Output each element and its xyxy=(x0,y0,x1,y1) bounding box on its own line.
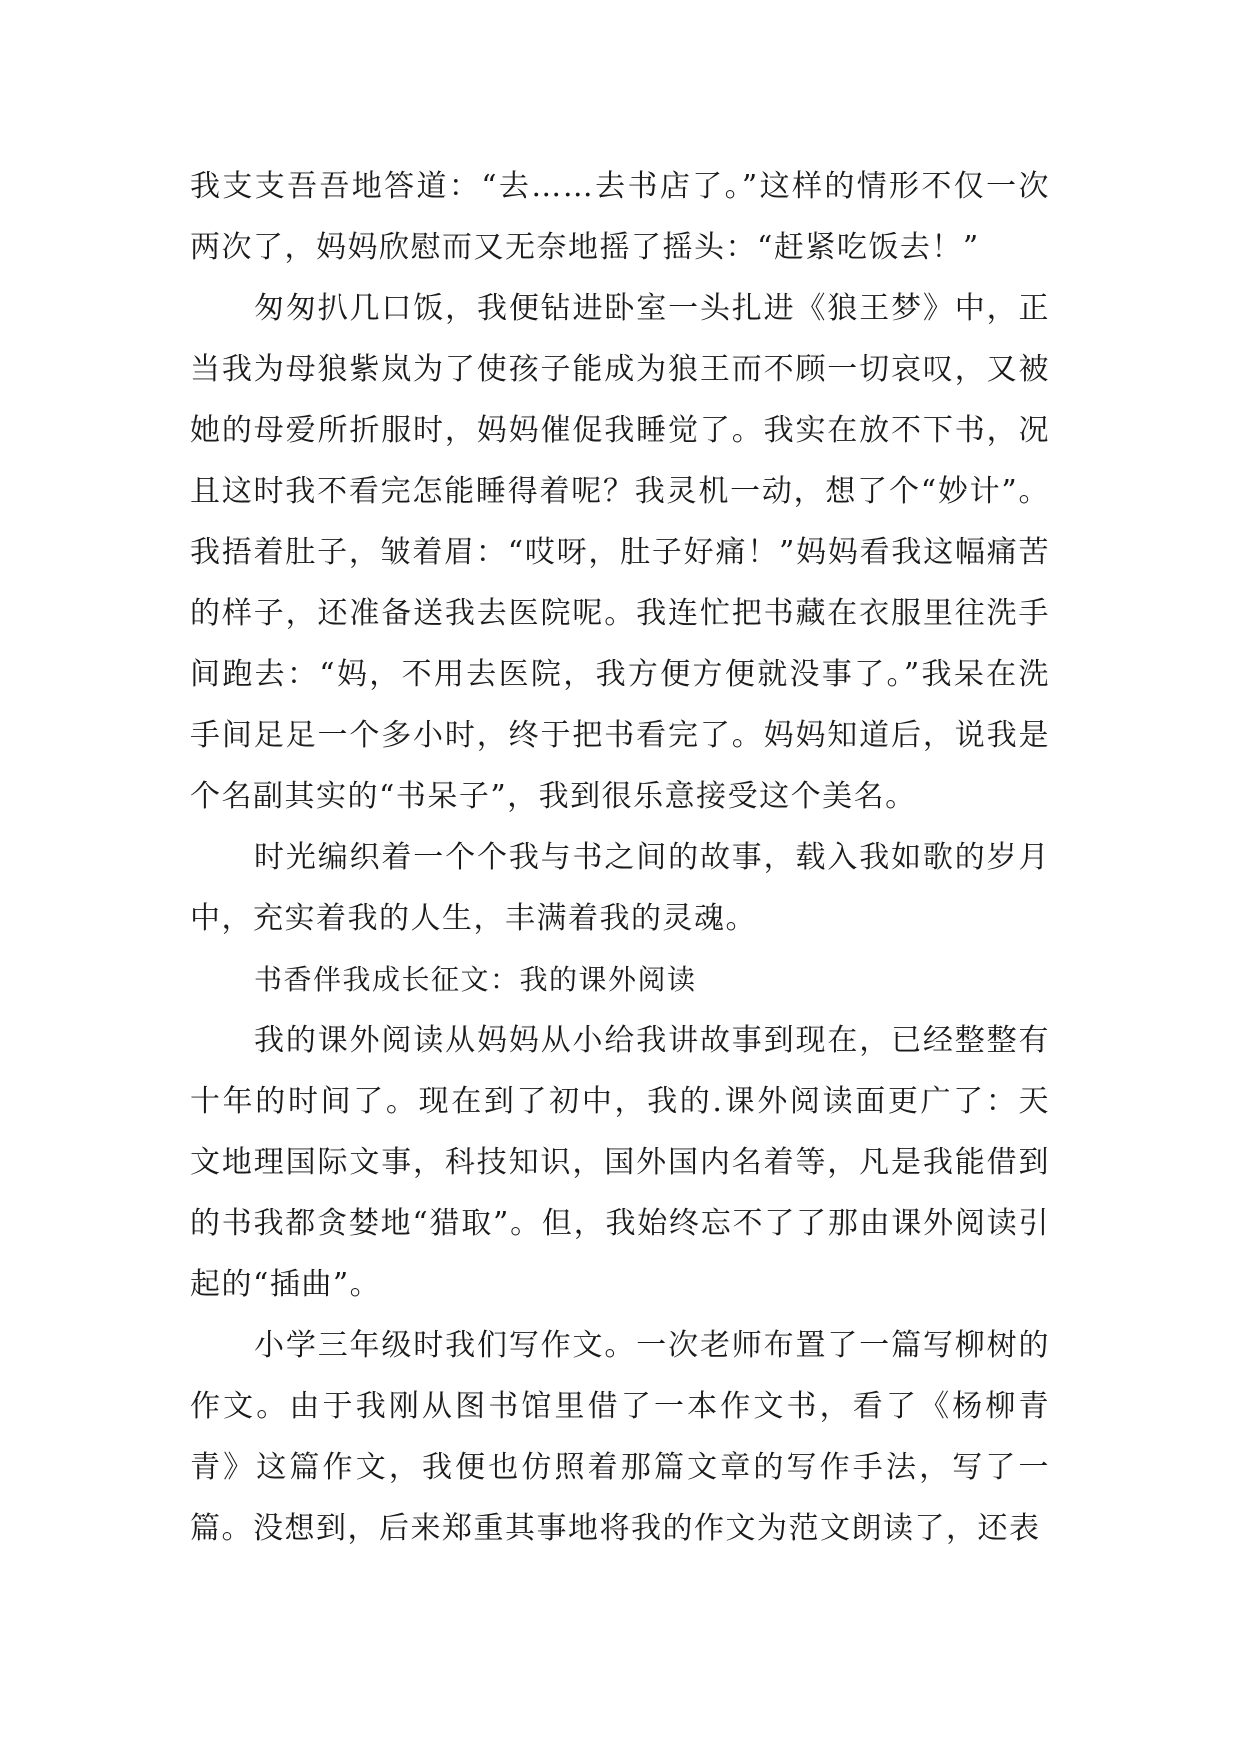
paragraph-6: 小学三年级时我们写作文。一次老师布置了一篇写柳树的作文。由于我刚从图书馆里借了一本作文书，看了《杨柳青青》这篇作文，我便也仿照着那篇文章的写作手法，写了一篇。没想到，后来郑重其事地将我的作文为范文朗读了，还表 xyxy=(190,1328,1050,1546)
paragraph-1: 我支支吾吾地答道：“去……去书店了。”这样的情形不仅一次两次了，妈妈欣慰而又无奈地摇了摇头：“赶紧吃饭去！” xyxy=(190,169,1050,265)
document-body xyxy=(190,156,1050,1559)
paragraph-3: 时光编织着一个个我与书之间的故事，载入我如歌的岁月中，充实着我的人生，丰满着我的灵魂。 xyxy=(190,840,1050,936)
paragraph-2: 匆匆扒几口饭，我便钻进卧室一头扎进《狼王梦》中，正当我为母狼紫岚为了使孩子能成为狼王而不顾一切哀叹，又被她的母爱所折服时，妈妈催促我睡觉了。我实在放不下书，况且这时我不看完怎能睡得着呢？我灵机一动，想了个“妙计”。我捂着肚子，皱着眉：“哎呀，肚子好痛！”妈妈看我这幅痛苦的样子，还准备送我去医院呢。我连忙把书藏在衣服里往洗手间跑去：“妈，不用去医院，我方便方便就没事了。”我呆在洗手间足足一个多小时，终于把书看完了。妈妈知道后，说我是个名副其实的“书呆子”，我到很乐意接受这个美名。 xyxy=(190,291,1050,814)
essay-title: 书香伴我成长征文：我的课外阅读 xyxy=(254,963,697,996)
paragraph-5: 我的课外阅读从妈妈从小给我讲故事到现在，已经整整有十年的时间了。现在到了初中，我的.课外阅读面更广了：天文地理国际文事，科技知识，国外国内名着等，凡是我能借到的书我都贪婪地“猎取”。但，我始终忘不了了那由课外阅读引起的“插曲”。 xyxy=(190,1023,1050,1302)
